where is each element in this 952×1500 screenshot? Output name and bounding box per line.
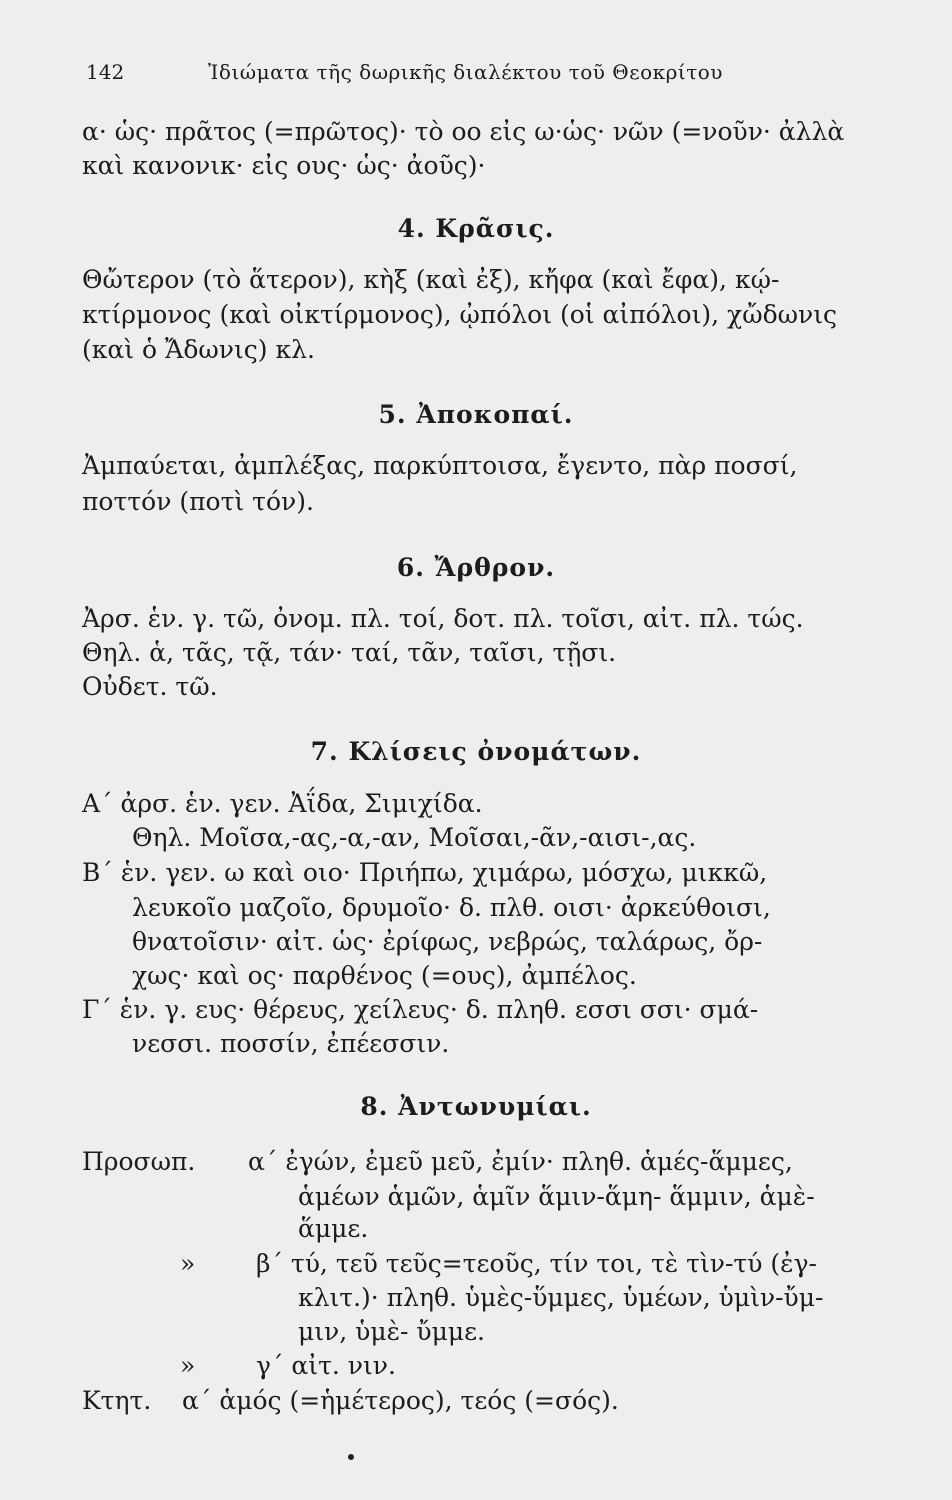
text-line: Ἀρσ. ἑν. γ. τῶ, ὀνομ. πλ. τοί, δοτ. πλ. τοῖσι, αἰτ. πλ. τώς. [82, 604, 804, 633]
text-line: μιν, ὑμὲ- ὔμμε. [298, 1317, 485, 1346]
text-line: κλιτ.)· πληθ. ὑμὲς-ὕμμες, ὑμέων, ὑμὶν-ὔμ- [298, 1283, 824, 1312]
text-line: κτίρμονος (καὶ οἰκτίρμονος), ᾠπόλοι (οἱ αἰπόλοι), χὤδωνις [82, 300, 838, 329]
ditto-mark: » [180, 1249, 196, 1278]
text-line: λευκοῖο μαζοῖο, δρυμοῖο· δ. πλθ. οισι· ἀρκεύθοισι, [132, 893, 771, 922]
text-line: Θηλ. ἁ, τᾶς, τᾷ, τάν· ταί, τᾶν, ταῖσι, τῇσι. [82, 638, 617, 667]
text-line: Γ΄ ἑν. γ. ευς· θέρευς, χείλευς· δ. πληθ. εσσι σσι· σμά- [82, 995, 759, 1024]
text-line: Α΄ ἀρσ. ἑν. γεν. Ἀΐδα, Σιμιχίδα. [82, 789, 483, 818]
section-heading: 8. Ἀντωνυμίαι. [360, 1092, 592, 1121]
text-line: ἁμέων ἁμῶν, ἁμῖν ἅμιν-ἅμη- ἅμμιν, ἁμὲ- [298, 1182, 815, 1211]
text-line: καὶ κανονικ· εἰς ους· ὡς· ἀοῦς)· [82, 151, 486, 180]
section-heading: 7. Κλίσεις ὀνομάτων. [310, 737, 642, 766]
row-label: Προσωπ. [82, 1147, 196, 1176]
pronoun-row [180, 1351, 396, 1380]
pronoun-row [82, 1386, 619, 1415]
row-text: β΄ τύ, τεῦ τεῦς=τεοῦς, τίν τοι, τὲ τὶν-τύ (ἐγ- [256, 1249, 817, 1278]
text-line: Ἀμπαύεται, ἀμπλέξας, παρκύπτοισα, ἔγεντο, πὰρ ποσσί, [82, 451, 798, 480]
page-number: 142 [86, 60, 125, 84]
row-text: α΄ ἐγών, ἐμεῦ μεῦ, ἐμίν· πληθ. ἁμές-ἅμμες, [248, 1147, 793, 1176]
text-line: Θὤτερον (τὸ ἅτερον), κὴξ (καὶ ἐξ), κἤφα (καὶ ἔφα), κῴ- [82, 265, 780, 294]
text-line: (καὶ ὁ Ἄδωνις) κλ. [82, 335, 315, 364]
text-line: χως· καὶ ος· παρθένος (=ους), ἀμπέλος. [132, 961, 637, 990]
row-text: α΄ ἁμός (=ἡμέτερος), τεός (=σός). [182, 1386, 619, 1415]
text-line: ποττόν (ποτὶ τόν). [82, 487, 314, 516]
text-line: θνατοῖσιν· αἰτ. ὡς· ἐρίφως, νεβρώς, ταλάρως, ὄρ- [132, 927, 763, 956]
section-heading: 5. Ἀποκοπαί. [378, 400, 574, 429]
pronoun-row [180, 1249, 817, 1278]
ink-dot [348, 1454, 354, 1460]
text-line: Οὐδετ. τῶ. [82, 672, 218, 701]
section-heading: 6. Ἄρθρον. [396, 553, 556, 582]
row-text: γ΄ αἰτ. νιν. [256, 1351, 396, 1380]
text-line: νεσσι. ποσσίν, ἐπέεσσιν. [132, 1029, 450, 1058]
pronoun-row [82, 1147, 793, 1176]
section-heading: 4. Κρᾶσις. [397, 214, 555, 243]
text-line: α· ὡς· πρᾶτος (=πρῶτος)· τὸ οο εἰς ω·ὡς· νῶν (=νοῦν· ἀλλὰ [82, 117, 845, 146]
text-line: Β΄ ἑν. γεν. ω καὶ οιο· Πριήπω, χιμάρω, μόσχω, μικκῶ, [82, 858, 768, 887]
ditto-mark: » [180, 1351, 196, 1380]
row-label: Κτητ. [82, 1386, 152, 1415]
text-line: ἅμμε. [298, 1214, 369, 1243]
running-title: Ἰδιώματα τῆς δωρικῆς διαλέκτου τοῦ Θεοκρίτου [208, 60, 723, 84]
text-line: Θηλ. Μοῖσα,-ας,-α,-αν, Μοῖσαι,-ᾶν,-αισι-,ας. [132, 823, 697, 852]
